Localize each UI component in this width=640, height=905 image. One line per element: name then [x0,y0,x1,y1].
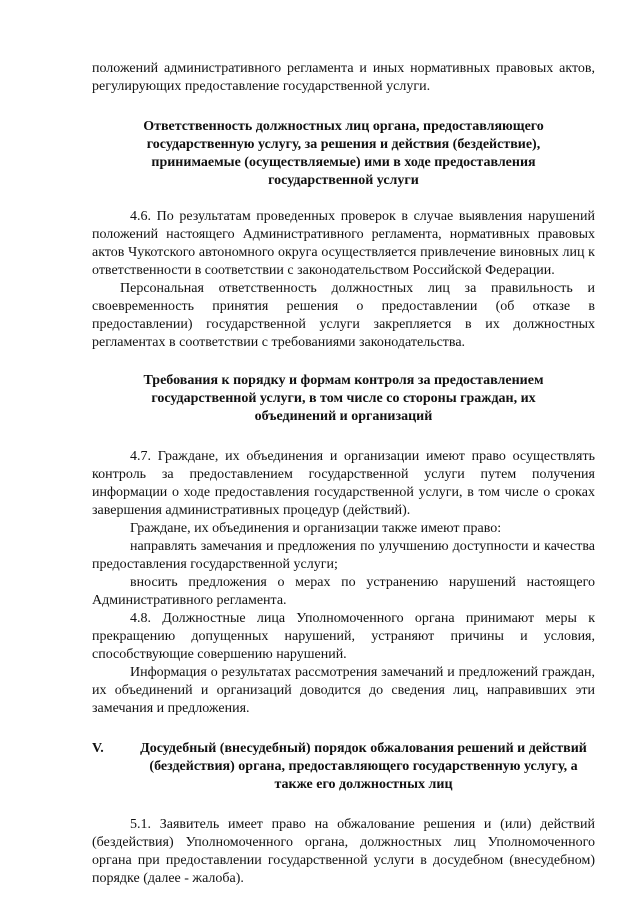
section-5-title: Досудебный (внесудебный) порядок обжалования решений и действий (бездействия) органа, предоставляющего государственную услугу, а также его должностных лиц [140,741,587,792]
section-5-heading [92,740,595,794]
paragraph-4-6: 4.6. По результатам проведенных проверок в случае выявления нарушений положений настоящего Административного регламента, нормативных правовых актов Чукотского автономного округа осуществляется привлечение виновных лиц к ответственности в соответствии с законодательством Российской Федерации. [92,209,595,278]
paragraph-4-7-rights: Граждане, их объединения и организации также имеют право: [130,521,502,536]
paragraph-4-7-proposals: вносить предложения о мерах по устранению нарушений настоящего Административного регламента. [92,575,595,608]
paragraph-4-7-remarks: направлять замечания и предложения по улучшению доступности и качества предоставления государственной услуги; [92,539,595,572]
heading-responsibility: Ответственность должностных лиц органа, предоставляющего государственную услугу, за решения и действия (бездействие), принимаемые (осуществляемые) ими в ходе предоставления государственной услуги [143,119,544,188]
document-page [92,60,595,888]
heading-control-requirements: Требования к порядку и формам контроля за предоставлением государственной услуги, в том числе со стороны граждан, их объединений и организаций [143,373,544,424]
paragraph-5-1: 5.1. Заявитель имеет право на обжалование решения и (или) действий (бездействия) Уполномоченного органа, должностных лиц Уполномоченного органа при предоставлении государственной услуги в досудебном (внесудебном) порядке (далее - жалоба). [92,817,595,886]
paragraph-4-8: 4.8. Должностные лица Уполномоченного органа принимают меры к прекращению допущенных нарушений, устраняют причины и условия, способствующие совершению нарушений. [92,611,595,662]
paragraph-4-8-info: Информация о результатах рассмотрения замечаний и предложений граждан, их объединений и организаций доводится до сведения лиц, направивших эти замечания и предложения. [92,665,595,716]
intro-paragraph: положений административного регламента и иных нормативных правовых актов, регулирующих предоставление государственной услуги. [92,61,595,94]
section-5-number: V. [92,741,104,756]
paragraph-4-6-personal: Персональная ответственность должностных лиц за правильность и своевременность принятия решения о предоставлении (об отказе в предоставлении) государственной услуги закрепляется в их должностных регламентах в соответствии с требованиями законодательства. [92,281,595,350]
paragraph-4-7: 4.7. Граждане, их объединения и организации имеют право осуществлять контроль за предоставлением государственной услуги путем получения информации о ходе предоставления государственной услуги, в том числе о сроках завершения административных процедур (действий). [92,449,595,518]
